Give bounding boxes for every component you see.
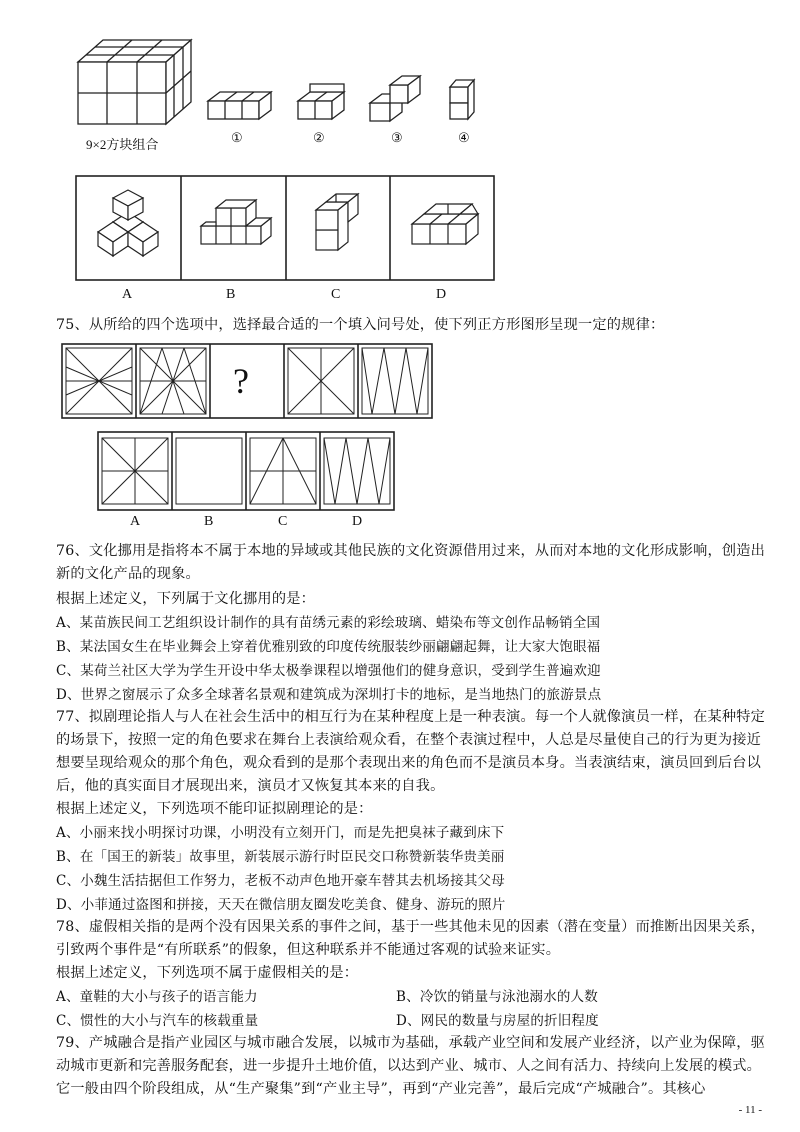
q75-option-a[interactable]: A [130, 514, 141, 529]
q78-choice-b[interactable]: B、冷饮的销量与泳池溺水的人数 [396, 989, 598, 1005]
q74-option-c[interactable]: C [331, 287, 341, 302]
q79-stem-line3: 它一般由四个阶段组成，从“生产聚集”到“产业主导”，再到“产业完善”，最后完成“产城融合”。其核心 [56, 1081, 706, 1097]
q78-stem-line2: 引致两个事件是“有所联系”的假象，但这种联系并不能通过客观的试验来证实。 [56, 942, 561, 958]
q76-choice-d[interactable]: D、世界之窗展示了众多全球著名景观和建筑成为深圳打卡的地标，是当地热门的旅游景点 [56, 687, 602, 703]
q76-stem-line1: 76、文化挪用是指将本不属于本地的异域或其他民族的文化资源借用过来，从而对本地的文化形成影响，创造出 [56, 543, 766, 559]
piece-4-label: ④ [458, 130, 470, 145]
q78-choice-c[interactable]: C、惯性的大小与汽车的核载重量 [56, 1013, 259, 1029]
q77-stem-line1: 77、拟剧理论指人与人在社会生活中的相互行为在某种程度上是一种表演。每一个人就像演员一样，在某种特定 [56, 709, 766, 725]
q77-choice-c[interactable]: C、小魏生活拮据但工作努力，老板不动声色地开豪车替其去机场接其父母 [56, 873, 505, 889]
combo-label: 9×2方块组合 [86, 137, 159, 152]
piece-1-label: ① [231, 130, 243, 145]
q75-option-c[interactable]: C [278, 514, 288, 529]
q76-stem-line2: 新的文化产品的现象。 [56, 566, 200, 582]
q78-choice-a[interactable]: A、童鞋的大小与孩子的语言能力 [56, 989, 258, 1005]
q77-stem-line2: 的场景下，按照一定的角色要求在舞台上表演给观众看，在整个表演过程中，人总是尽量使自己的行为更为接近 [56, 732, 761, 748]
q76-choice-a[interactable]: A、某苗族民间工艺组织设计制作的具有苗绣元素的彩绘玻璃、蜡染布等文创作品畅销全国 [56, 615, 601, 631]
q75-figures [0, 0, 800, 540]
q76-choice-c[interactable]: C、某荷兰社区大学为学生开设中华太极拳课程以增强他们的健身意识，受到学生普遍欢迎 [56, 663, 601, 679]
q77-choice-b[interactable]: B、在「国王的新装」故事里，新装展示游行时臣民交口称赞新装华贵美丽 [56, 849, 505, 865]
q76-choice-b[interactable]: B、某法国女生在毕业舞会上穿着优雅别致的印度传统服装纱丽翩翩起舞，让大家大饱眼福 [56, 639, 601, 655]
q77-prompt: 根据上述定义，下列选项不能印证拟剧理论的是： [56, 801, 373, 817]
q77-choice-a[interactable]: A、小丽来找小明探讨功课，小明没有立刻开门，而是先把臭袜子藏到床下 [56, 825, 505, 841]
q74-option-b[interactable]: B [226, 287, 236, 302]
q74-option-a[interactable]: A [122, 287, 133, 302]
q78-prompt: 根据上述定义，下列选项不属于虚假相关的是： [56, 965, 359, 981]
q75-option-d[interactable]: D [352, 514, 363, 529]
piece-3-label: ③ [391, 130, 403, 145]
q77-stem-line4: 后，他的真实面目才展现出来，演员才又恢复其本来的自我。 [56, 778, 445, 794]
piece-2-label: ② [313, 130, 325, 145]
q75-option-b[interactable]: B [204, 514, 214, 529]
q75-question-mark: ? [233, 361, 249, 401]
q78-choice-d[interactable]: D、网民的数量与房屋的折旧程度 [396, 1013, 599, 1029]
q79-stem-line2: 动城市更新和完善服务配套，进一步提升土地价值，以达到产业、城市、人之间有活力、持续向上发展的模式。 [56, 1058, 761, 1074]
page-number: - 11 - [738, 1104, 762, 1116]
q79-stem-line1: 79、产城融合是指产业园区与城市融合发展，以城市为基础，承载产业空间和发展产业经济，以产业为保障，驱 [56, 1035, 766, 1051]
q78-stem-line1: 78、虚假相关指的是两个没有因果关系的事件之间，基于一些其他未见的因素（潜在变量）而推断出因果关系， [56, 919, 766, 935]
q75-stem: 75、从所给的四个选项中，选择最合适的一个填入问号处，使下列正方形图形呈现一定的规律： [56, 317, 665, 333]
q77-stem-line3: 想要呈现给观众的那个角色，观众看到的是那个表现出来的角色而不是演员本身。当表演结束，演员回到后台以 [56, 755, 761, 771]
q74-option-d[interactable]: D [436, 287, 447, 302]
q76-prompt: 根据上述定义，下列属于文化挪用的是： [56, 591, 315, 607]
q77-choice-d[interactable]: D、小菲通过盗图和拼接，天天在微信朋友圈发吃美食、健身、游玩的照片 [56, 897, 506, 913]
